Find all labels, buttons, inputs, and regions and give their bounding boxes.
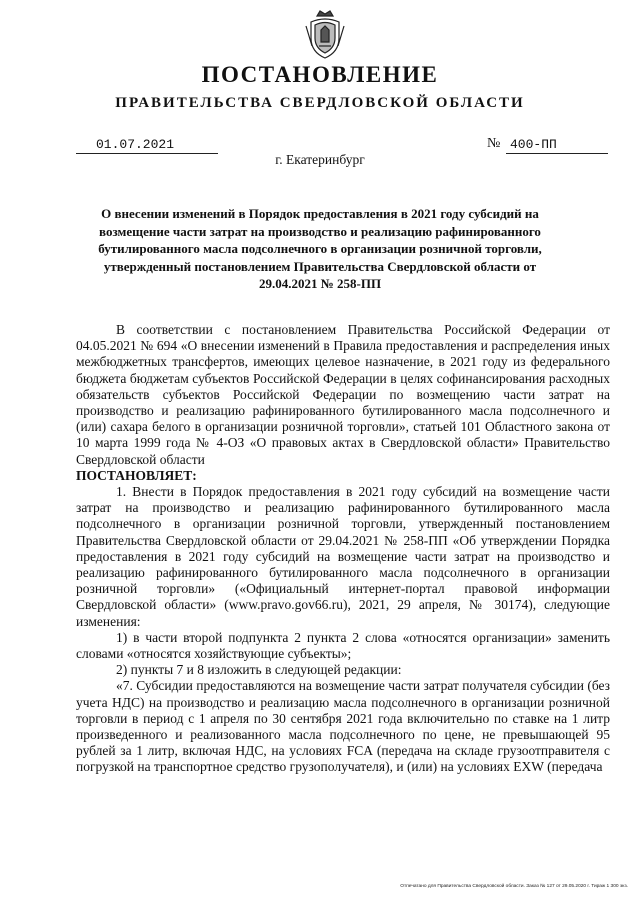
document-body — [76, 322, 610, 776]
item-7-paragraph: «7. Субсидии предоставляются на возмещение части затрат получателя субсидии (без учета НДС) на производство и реализацию масла подсолнечного в организации розничной торговли в период с 1 апреля по 30 сентября 2021 года включительно по ставке на 1 литр произведенного и реализованного масла подсолнечного по цене, не превышающей 95 рублей за 1 литр, включая НДС, на условиях FCA (передача на складе грузоотправителя с погрузкой на транспортное средство грузополучателя), и (или) на условиях EXW (передача — [76, 678, 611, 775]
document-subtitle: ПРАВИТЕЛЬСТВА СВЕРДЛОВСКОЙ ОБЛАСТИ — [115, 95, 525, 111]
document-heading: О внесении изменений в Порядок предоставления в 2021 году субсидий на возмещение части затрат на производство и реализацию рафинированного бутилированного масла подсолнечного в организации розничной торговли, утвержденный постановлением Правительства Свердловской области от 29.04.2021 № 258-ПП — [98, 206, 542, 292]
print-footer: Отпечатано для Правительства Свердловской области. Заказ № 127 от 29.05.2020 г. Тираж 1 300 экз. — [400, 884, 628, 889]
item-1-2-paragraph: 2) пункты 7 и 8 изложить в следующей редакции: — [116, 662, 402, 678]
coat-of-arms-icon — [303, 8, 347, 60]
item-1-paragraph: 1. Внести в Порядок предоставления в 2021 году субсидий на возмещение части затрат на производство и реализацию рафинированного бутилированного масла подсолнечного в организации розничной торговли, утвержденный постановлением Правительства Свердловской области от 29.04.2021 № 258-ПП «Об утверждении Порядка предоставления в 2021 году субсидий на возмещение части затрат на производство и реализацию рафинированного бутилированного масла подсолнечного в организации розничной торговли» («Официальный интернет-портал правовой информации Свердловской области» (www.pravo.gov66.ru), 2021, 29 апреля, № 30174), следующие изменения: — [76, 484, 610, 629]
item-1-1-paragraph: 1) в части второй подпункта 2 пункта 2 слова «относятся организации» заменить словами «относятся хозяйствующие субъекты»; — [76, 629, 610, 662]
resolves-label: ПОСТАНОВЛЯЕТ: — [76, 467, 197, 483]
document-date: 01.07.2021 — [76, 137, 218, 154]
document-title: ПОСТАНОВЛЕНИЕ — [201, 62, 439, 87]
preamble-paragraph: В соответствии с постановлением Правительства Российской Федерации от 04.05.2021 № 694 «О внесении изменений в Правила предоставления и распределения иных межбюджетных трансфертов, имеющих целевое назначение, в 2021 году из федерального бюджета бюджетам субъектов Российской Федерации в целях софинансирования расходных обязательств субъектов Российской Федерации по возмещению части затрат на производство и реализацию рафинированного бутилированного масла подсолнечного и (или) сахара белого в организации розничной торговли», статьей 101 Областного закона от 10 марта 1999 года № 4-ОЗ «О правовых актах в Свердловской области» Правительство Свердловской области — [76, 322, 610, 467]
number-label: № — [487, 136, 501, 151]
document-number: 400-ПП — [506, 137, 608, 154]
city-label: г. Екатеринбург — [275, 152, 365, 167]
